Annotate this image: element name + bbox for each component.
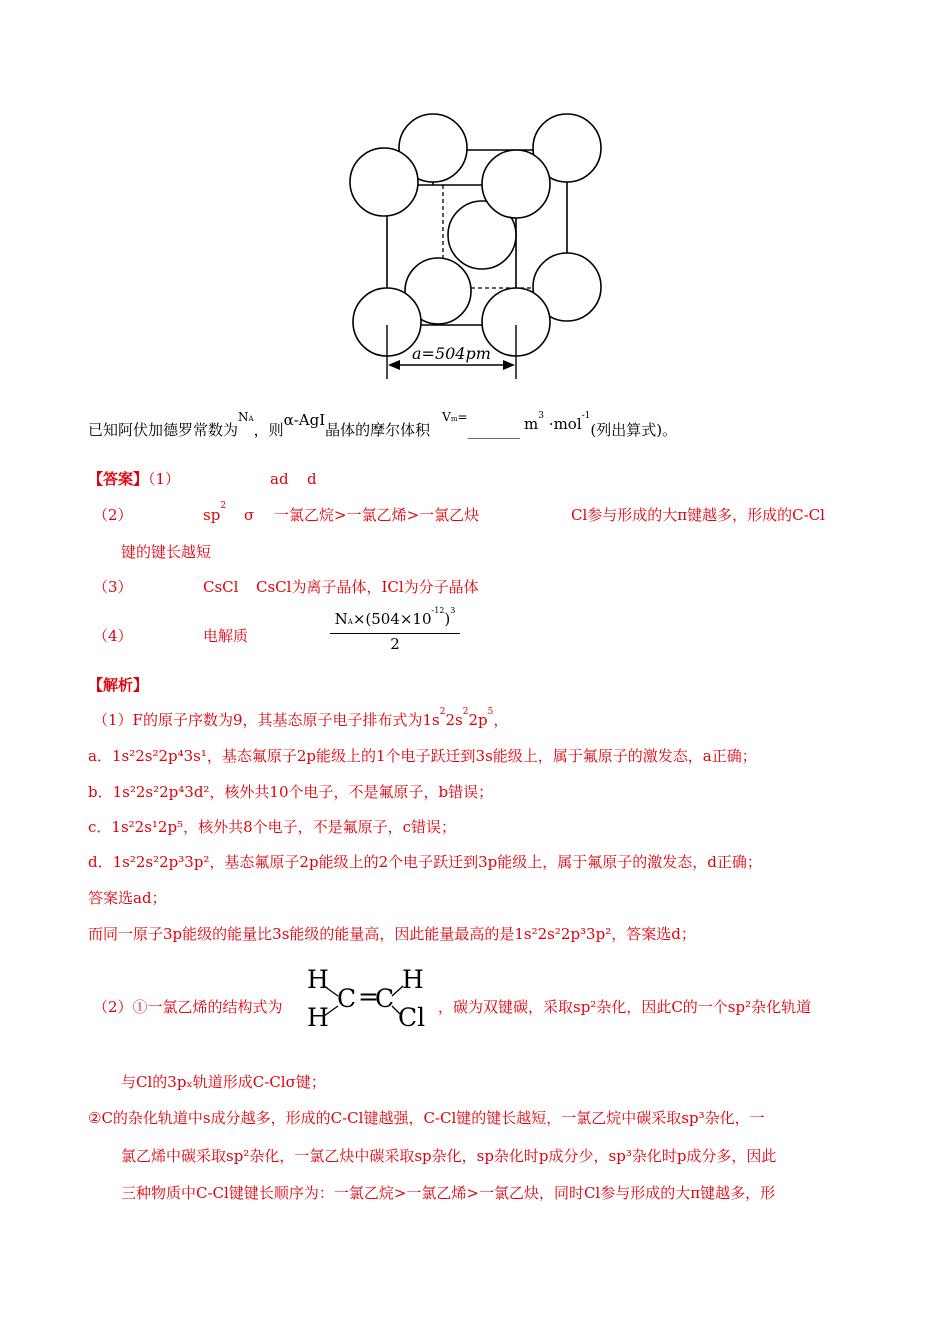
answer-row-1 — [88, 469, 180, 489]
answer-p3-num: （3） — [93, 578, 133, 596]
lattice-constant-label: a=504pm — [412, 344, 491, 363]
answer-p2-reason: Cl参与形成的大π键越多，形成的C-Cl — [571, 506, 825, 524]
question-mid: 晶体的摩尔体积 — [325, 421, 431, 439]
question-tail: (列出算式)。 — [590, 421, 678, 439]
answer-1a: ad — [270, 470, 289, 488]
struct-bonds — [300, 966, 430, 1036]
analysis-line-b: b．1s²2s²2p⁴3d²，核外共10个电子，不是氟原子，b错误； — [88, 783, 494, 801]
struct-h1: H — [307, 965, 329, 994]
answer-p2-sigma: σ — [244, 506, 255, 524]
answer-p4-a: 电解质 — [203, 627, 249, 645]
answer-p1-num: （1） — [148, 470, 181, 488]
analysis-line-structure-cont: ，碳为双键碳，采取sp²杂化，因此C的一个sp²杂化轨道 — [438, 998, 812, 1016]
struct-cl: Cl — [398, 1003, 426, 1032]
analysis-line-ans: 答案选ad； — [88, 889, 167, 907]
analysis-line-1: （1）F的原子序数为9，其基态原子电子排布式为$1s^22s^22p^5$， — [93, 707, 509, 729]
analysis-line-2b: 氯乙烯中碳采取sp²杂化，一氯乙炔中碳采取sp杂化，sp杂化时p成分少，sp³杂化时p成分多，因此 — [121, 1147, 777, 1165]
analysis-line-2c: 三种物质中C-Cl键键长顺序为：一氯乙烷>一氯乙烯>一氯乙炔，同时Cl参与形成的大π键越多，形 — [121, 1184, 776, 1202]
formula-numerator: $NA\times(504\times 10^{-12})^3$ — [330, 609, 460, 634]
answer-p2-num: （2） — [93, 506, 133, 524]
unit: $m^3 \cdot mol^{-1}$ — [524, 411, 591, 433]
struct-c2: C — [375, 984, 395, 1013]
question-intro: 已知阿伏加德罗常数为 — [88, 421, 239, 439]
analysis-line-a: a．1s²2s²2p⁴3s¹，基态氟原子2p能级上的1个电子跃迁到3s能级上，属于氟原子的激发态，a正确； — [88, 747, 757, 765]
crystal-cell-figure — [0, 0, 950, 400]
molar-volume-formula — [330, 606, 460, 654]
question-then: ，则 — [253, 421, 284, 439]
analysis-line-d: d．1s²2s²2p³3p²，基态氟原子2p能级上的2个电子跃迁到3p能级上，属于氟原子的激发态，d正确； — [88, 853, 762, 871]
struct-h2: H — [307, 1003, 329, 1032]
analysis-line-energy: 而同一原子3p能级的能量比3s能级的能量高，因此能量最高的是1s²2s²2p³3p²，答案选d； — [88, 925, 696, 943]
question-line — [88, 410, 678, 443]
analysis-line-structure-intro: （2）①一氯乙烯的结构式为 — [93, 998, 283, 1016]
answer-p2-order: 一氯乙烷>一氯乙烯>一氯乙炔 — [274, 506, 480, 524]
substance-name: α-AgI — [283, 411, 326, 429]
analysis-line-c: c．1s²2s¹2p⁵，核外共8个电子，不是氟原子，c错误； — [88, 818, 457, 836]
formula-denominator: 2 — [390, 635, 400, 653]
answer-p4-num: （4） — [93, 627, 133, 645]
struct-c1: C — [337, 984, 357, 1013]
analysis-line-2a: ②C的杂化轨道中s成分越多，形成的C-Cl键越强，C-Cl键的键长越短，一氯乙烷中碳采取sp³杂化，一 — [88, 1109, 765, 1127]
answer-p3-a: CsCl — [203, 578, 239, 596]
struct-h3: H — [402, 965, 424, 994]
answer-p2-reason-cont: 键的键长越短 — [121, 543, 212, 561]
atom-front-top-left — [350, 148, 418, 216]
na-symbol: NA — [238, 410, 254, 424]
atom-front-top-right — [482, 150, 550, 218]
answer-p3-b: CsCl为离子晶体，ICl为分子晶体 — [256, 578, 479, 596]
answer-p2-sp: $sp^2$ — [203, 501, 227, 524]
struct-double-bond: = — [358, 982, 379, 1011]
answer-1b: d — [307, 470, 317, 488]
vm-symbol: Vm= — [442, 410, 468, 424]
answer-blank: _______ — [467, 421, 521, 439]
answer-heading: 【答案】 — [88, 470, 149, 488]
analysis-heading: 【解析】 — [88, 676, 149, 694]
vinyl-chloride-structure — [300, 966, 430, 1036]
analysis-line-bond: 与Cl的3pₓ轨道形成C-Clσ键； — [121, 1073, 326, 1091]
